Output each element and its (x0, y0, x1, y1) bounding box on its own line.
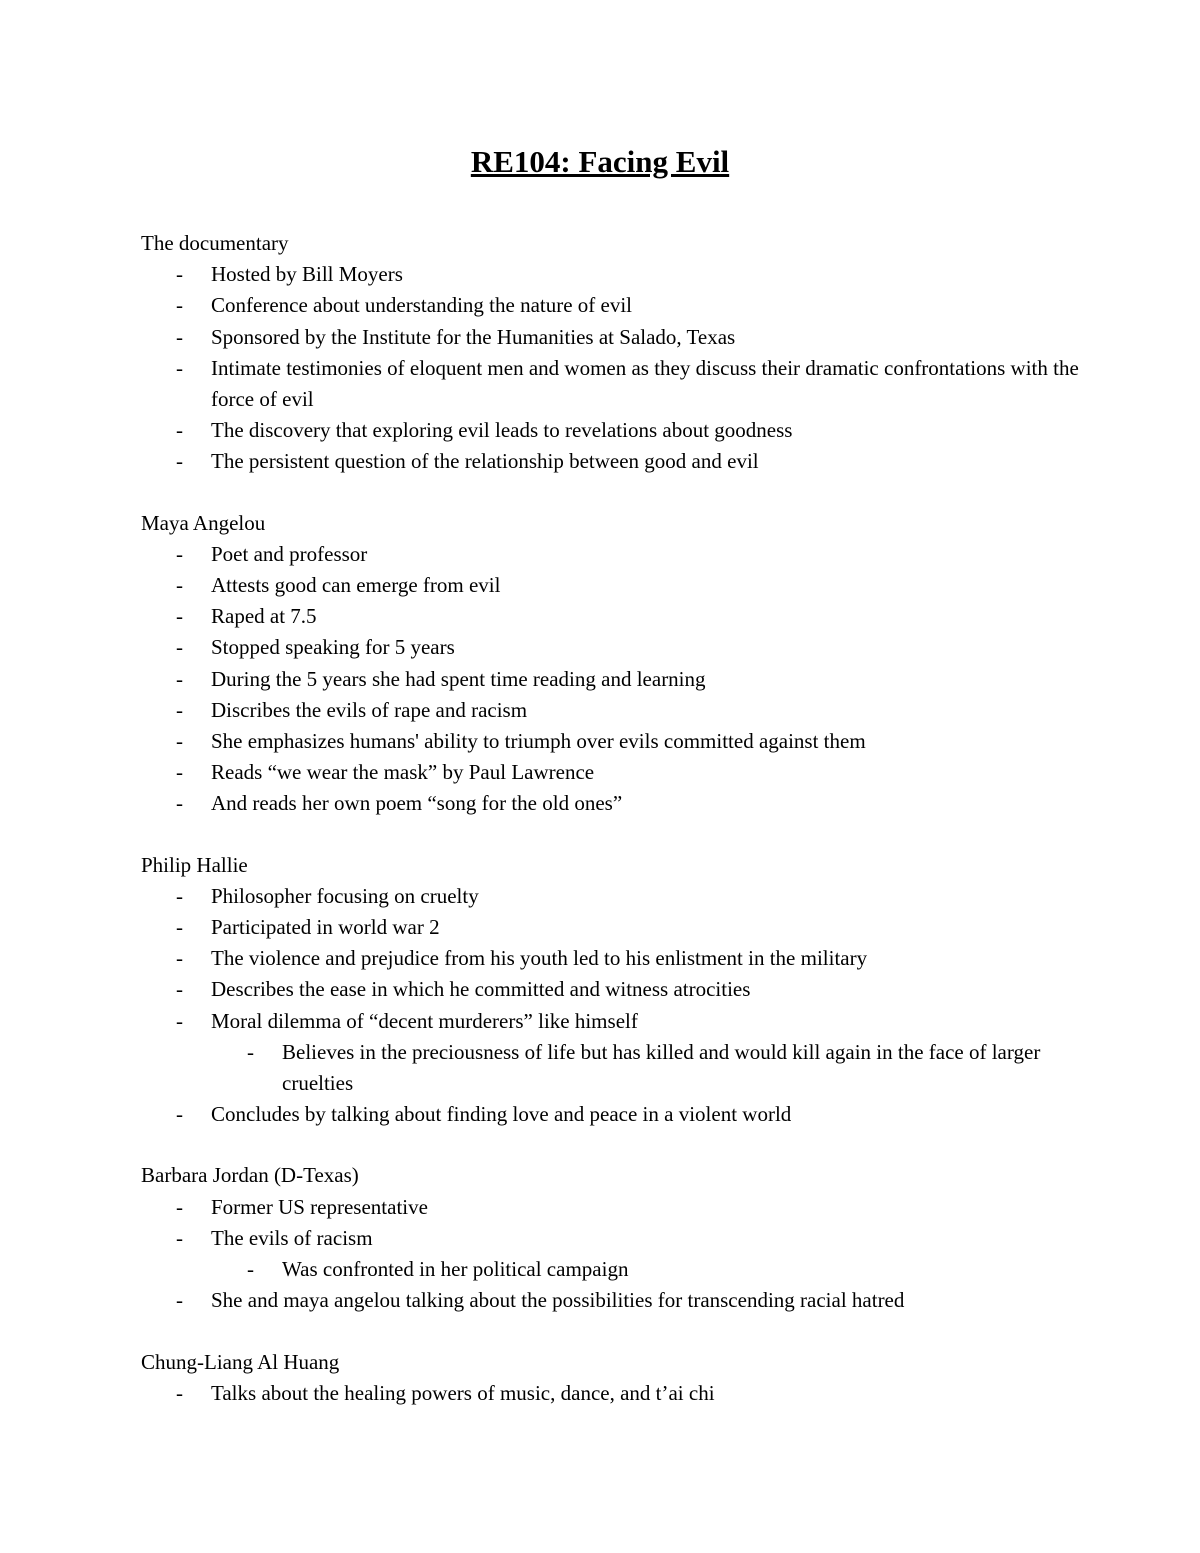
section (141, 1347, 1081, 1409)
list-item-text: Stopped speaking for 5 years (211, 635, 455, 660)
dash-bullet-icon: - (176, 1194, 183, 1219)
bullet-list (141, 1378, 1081, 1409)
list-item (141, 259, 1081, 290)
list-item-text: Sponsored by the Institute for the Humanities at Salado, Texas (211, 324, 736, 349)
dash-bullet-icon: - (176, 418, 183, 443)
dash-bullet-icon: - (176, 541, 183, 566)
sub-list-item (141, 1037, 1081, 1099)
dash-bullet-icon: - (176, 1008, 183, 1033)
list-item-text: Intimate testimonies of eloquent men and women as they discuss their dramatic confrontations with the force of evil (211, 355, 1079, 412)
dash-bullet-icon: - (176, 883, 183, 908)
dash-bullet-icon: - (247, 1039, 254, 1064)
list-item (141, 415, 1081, 446)
bullet-list (141, 1192, 1081, 1317)
dash-bullet-icon: - (176, 697, 183, 722)
list-item-text: Poet and professor (211, 541, 368, 566)
list-item (141, 1192, 1081, 1223)
bullet-list (141, 881, 1081, 1131)
list-item (141, 788, 1081, 819)
list-item (141, 1378, 1081, 1409)
dash-bullet-icon: - (176, 1380, 183, 1405)
list-item-text: Participated in world war 2 (211, 915, 440, 940)
dash-bullet-icon: - (176, 355, 183, 380)
list-item (141, 570, 1081, 601)
list-item (141, 726, 1081, 757)
list-item-text: The evils of racism (211, 1225, 373, 1250)
list-item-text: Describes the ease in which he committed and witness atrocities (211, 977, 751, 1002)
bullet-list (141, 259, 1081, 477)
list-item-text: The persistent question of the relationship between good and evil (211, 449, 759, 474)
section (141, 1160, 1081, 1316)
bullet-list (141, 539, 1081, 820)
sub-list-item (141, 1254, 1081, 1285)
dash-bullet-icon: - (176, 666, 183, 691)
dash-bullet-icon: - (176, 729, 183, 754)
dash-bullet-icon: - (176, 760, 183, 785)
section-heading: Barbara Jordan (D-Texas) (141, 1163, 359, 1188)
list-item-text: The discovery that exploring evil leads to revelations about goodness (211, 418, 793, 443)
list-item-text: Reads “we wear the mask” by Paul Lawrence (211, 760, 595, 785)
list-item (141, 446, 1081, 477)
list-item (141, 1099, 1081, 1130)
dash-bullet-icon: - (176, 449, 183, 474)
list-item (141, 1223, 1081, 1254)
list-item (141, 881, 1081, 912)
list-item (141, 1285, 1081, 1316)
dash-bullet-icon: - (176, 262, 183, 287)
list-item (141, 695, 1081, 726)
dash-bullet-icon: - (176, 604, 183, 629)
section-heading: Chung-Liang Al Huang (141, 1349, 340, 1374)
list-item (141, 322, 1081, 353)
list-item-text: Believes in the preciousness of life but has killed and would kill again in the face of larger cruelties (282, 1039, 1041, 1096)
dash-bullet-icon: - (247, 1257, 254, 1282)
list-item-text: She emphasizes humans' ability to triumph over evils committed against them (211, 729, 866, 754)
list-item-text: During the 5 years she had spent time reading and learning (211, 666, 706, 691)
list-item (141, 974, 1081, 1005)
list-item (141, 912, 1081, 943)
dash-bullet-icon: - (176, 1225, 183, 1250)
list-item-text: Philosopher focusing on cruelty (211, 883, 479, 908)
section (141, 228, 1081, 478)
section-heading: Philip Hallie (141, 852, 248, 877)
section-heading: The documentary (141, 231, 289, 255)
document-title: RE104: Facing Evil (470, 144, 730, 179)
dash-bullet-icon: - (176, 573, 183, 598)
list-item (141, 539, 1081, 570)
list-item-text: Was confronted in her political campaign (282, 1257, 629, 1282)
list-item (141, 757, 1081, 788)
section (141, 850, 1081, 1131)
list-item (141, 353, 1081, 415)
list-item (141, 943, 1081, 974)
list-item-text: Former US representative (211, 1194, 428, 1219)
dash-bullet-icon: - (176, 946, 183, 971)
section (141, 508, 1081, 820)
list-item-text: Concludes by talking about finding love and peace in a violent world (211, 1102, 792, 1127)
list-item-text: And reads her own poem “song for the old ones” (211, 791, 623, 816)
dash-bullet-icon: - (176, 915, 183, 940)
list-item-text: Raped at 7.5 (211, 604, 317, 629)
list-item-text: Talks about the healing powers of music, dance, and t’ai chi (211, 1380, 715, 1405)
list-item (141, 664, 1081, 695)
dash-bullet-icon: - (176, 1288, 183, 1313)
dash-bullet-icon: - (176, 977, 183, 1002)
section-heading: Maya Angelou (141, 510, 266, 535)
list-item-text: Attests good can emerge from evil (211, 573, 501, 598)
list-item-text: Hosted by Bill Moyers (211, 262, 403, 287)
list-item-text: Moral dilemma of “decent murderers” like himself (211, 1008, 638, 1033)
list-item (141, 601, 1081, 632)
list-item-text: The violence and prejudice from his youth led to his enlistment in the military (211, 946, 868, 971)
dash-bullet-icon: - (176, 293, 183, 318)
dash-bullet-icon: - (176, 635, 183, 660)
list-item (141, 290, 1081, 321)
list-item (141, 632, 1081, 663)
list-item-text: Conference about understanding the nature of evil (211, 293, 633, 318)
dash-bullet-icon: - (176, 1102, 183, 1127)
list-item-text: Discribes the evils of rape and racism (211, 697, 528, 722)
document-body (141, 228, 1081, 1439)
dash-bullet-icon: - (176, 324, 183, 349)
list-item (141, 1006, 1081, 1037)
list-item-text: She and maya angelou talking about the possibilities for transcending racial hatred (211, 1288, 905, 1313)
dash-bullet-icon: - (176, 791, 183, 816)
